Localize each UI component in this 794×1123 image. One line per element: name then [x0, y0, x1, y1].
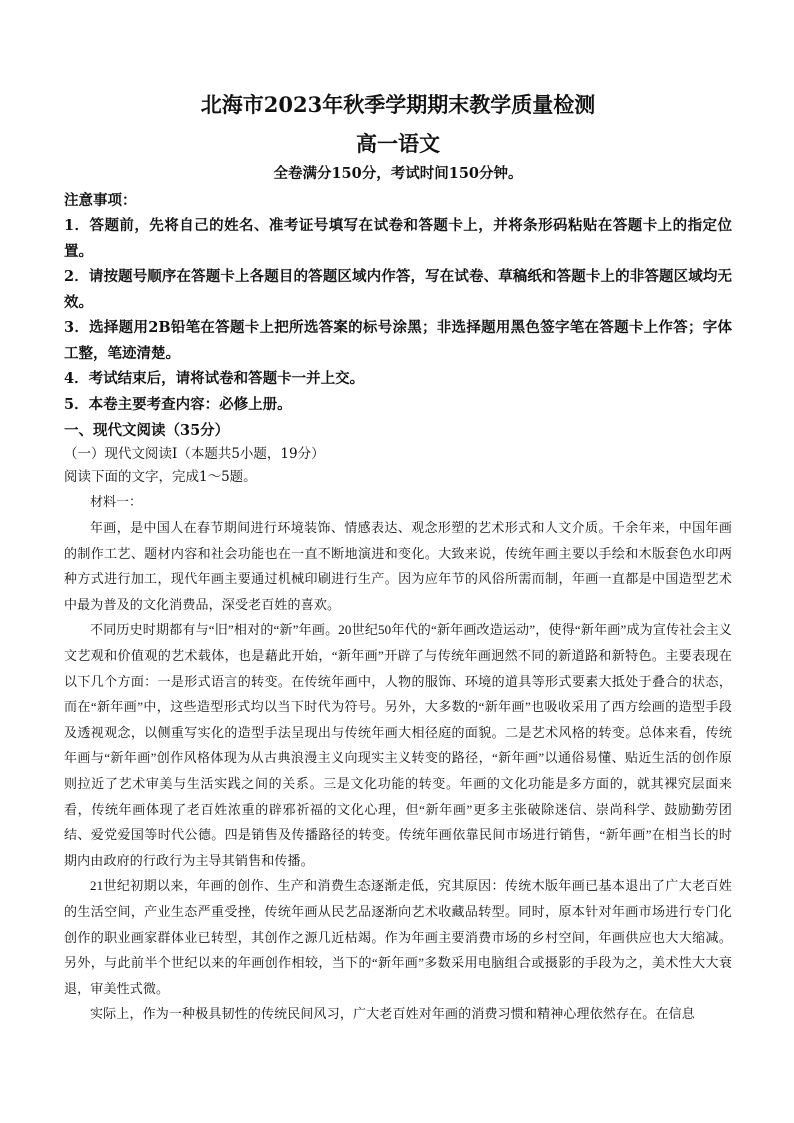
exam-title: 北海市2023年秋季学期期末教学质量检测 [200, 92, 596, 117]
passage-paragraph: 实际上，作为一种极具韧性的传统民间风习，广大老百姓对年画的消费习惯和精神心理依然存在。在信息 [90, 1006, 695, 1022]
passage-paragraph: 年画，是中国人在春节期间进行环境装饰、情感表达、观念形塑的艺术形式和人文介质。千余年来，中国年画的制作工艺、题材内容和社会功能也在一直不断地演进和变化。大致来说，传统年画主要以手绘和木版套色水印两种方式进行加工，现代年画主要通过机械印刷进行生产。因为应年节的风俗所需而制，年画一直都是中国造型艺术中最为普及的文化消费品，深受老百姓的喜欢。 [64, 520, 732, 612]
subsection-title: （一）现代文阅读Ⅰ（本题共5小题，19分） [64, 446, 325, 462]
notice-item: 1．答题前，先将自己的姓名、准考证号填写在试卷和答题卡上，并将条形码粘贴在答题卡上的指定位置。 [64, 217, 732, 260]
material-label: 材料一： [90, 494, 143, 509]
notice-block [64, 188, 732, 417]
reading-section [64, 418, 732, 1027]
reading-instruction: 阅读下面的文字，完成1～5题。 [64, 469, 257, 485]
notice-item: 5．本卷主要考查内容：必修上册。 [64, 395, 292, 413]
exam-subject: 高一语文 [356, 131, 440, 156]
passage-paragraph: 不同历史时期都有与“旧”相对的“新”年画。20世纪50年代的“新年画改造运动”，使得“新年画”成为宣传社会主义文艺观和价值观的艺术载体，也是藉此开始，“新年画”开辟了与传统年画迥然不同的新道路和新特色。主要表现在以下几个方面：一是形式语言的转变。在传统年画中，人物的服饰、环境的道具等形式要素大抵处于叠合的状态，而在“新年画”中，这些造型形式均以当下时代为符号。另外，大多数的“新年画”也吸收采用了西方绘画的造型手段及透视观念，以侧重写实化的造型手法呈现出与传统年画大相径庭的面貌。二是艺术风格的转变。总体来看，传统年画与“新年画”创作风格体现为从古典浪漫主义向现实主义转变的路径，“新年画”以通俗易懂、贴近生活的创作原则拉近了艺术审美与生活实践之间的关系。三是文化功能的转变。年画的文化功能是多方面的，就其裸究层面来看，传统年画体现了老百姓浓重的辟邪祈福的文化心理，但“新年画”更多主张破除迷信、崇尚科学、鼓励勤劳团结、爱党爱国等时代公德。四是销售及传播路径的转变。传统年画依靠民间市场进行销售，“新年画”在相当长的时期内由政府的行政行为主导其销售和传播。 [64, 622, 732, 868]
score-time-line: 全卷满分150分，考试时间150分钟。 [273, 165, 523, 182]
passage-paragraph: 21世纪初期以来，年画的创作、生产和消费生态逐渐走低，究其原因：传统木版年画已基本退出了广大老百姓的生活空间，产业生态严重受挫，传统年画从民艺品逐渐向艺术收藏品转型。同时，原本针对年画市场进行专门化创作的职业画家群体业已转型，其创作之源几近枯竭。作为年画主要消费市场的乡村空间，年画供应也大大缩减。另外，与此前半个世纪以来的年画创作相较，当下的“新年画”多数采用电脑组合或摄影的手段为之，美术性大大衰退，审美性式微。 [64, 878, 732, 996]
notice-item: 4．考试结束后，请将试卷和答题卡一并上交。 [64, 370, 365, 387]
notice-item: 2．请按题号顺序在答题卡上各题目的答题区域内作答，写在试卷、草稿纸和答题卡上的非答题区域均无效。 [64, 268, 732, 311]
notice-item: 3．选择题用2B铅笔在答题卡上把所选答案的标号涂黑；非选择题用黑色签字笔在答题卡上作答；字体工整，笔迹清楚。 [64, 319, 732, 362]
notice-heading: 注意事项： [64, 192, 137, 209]
section-title: 一、现代文阅读（35分） [64, 422, 230, 439]
